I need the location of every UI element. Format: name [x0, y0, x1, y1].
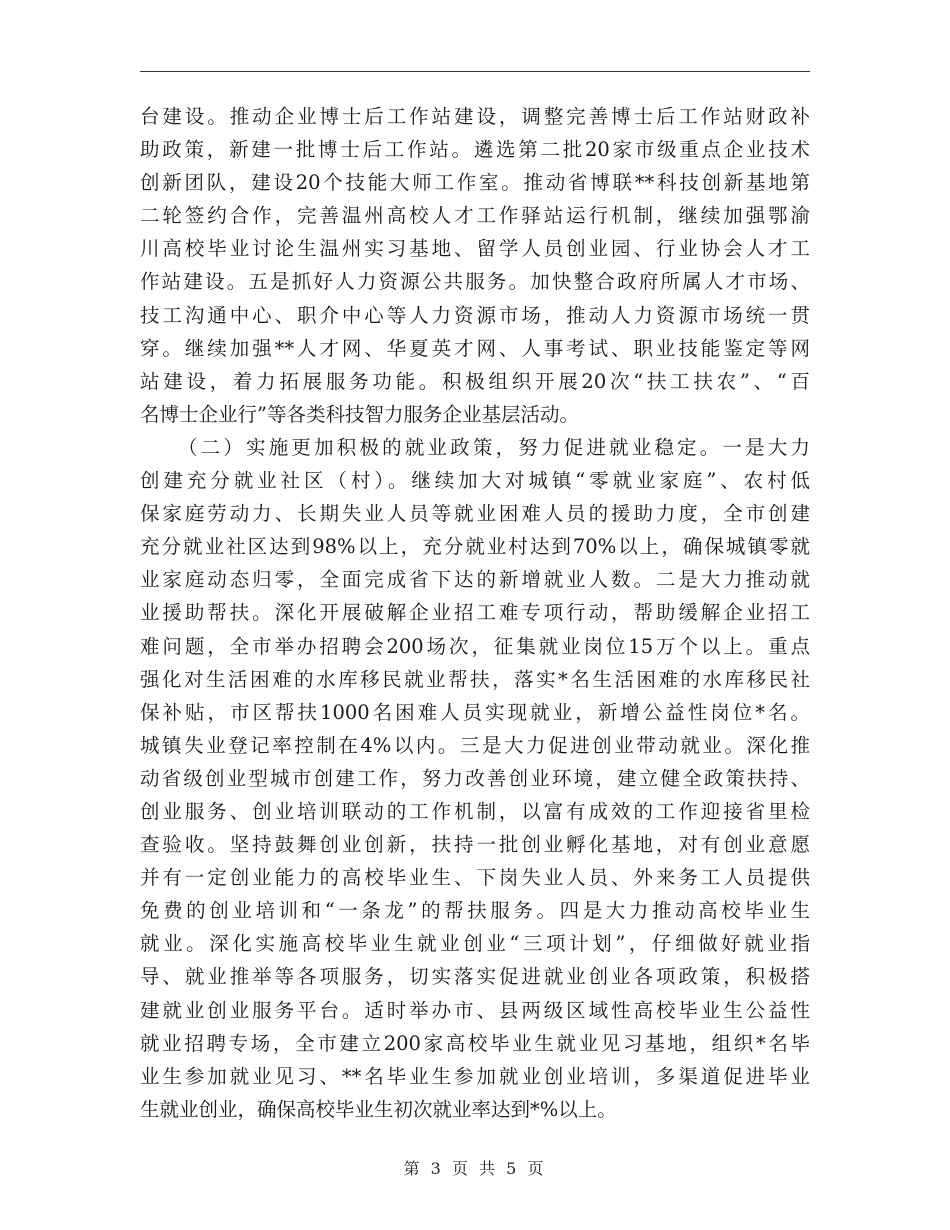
text-line: 二轮签约合作，完善温州高校人才工作驿站运行机制，继续加强鄂渝	[140, 204, 810, 228]
text-line: 助政策，新建一批博士后工作站。遴选第二批20家市级重点企业技术	[140, 138, 810, 162]
text-line: 就业招聘专场，全市建立200家高校毕业生就业见习基地，组织*名毕	[140, 1031, 810, 1055]
text-line: 强化对生活困难的水库移民就业帮扶，落实*名生活困难的水库移民社	[140, 667, 810, 691]
text-line: 就业。深化实施高校毕业生就业创业“三项计划”，仔细做好就业指	[140, 932, 810, 956]
text-line: 创新团队，建设20个技能大师工作室。推动省博联**科技创新基地第	[140, 171, 810, 195]
paragraph	[140, 431, 810, 1126]
text-line: 业家庭动态归零，全面完成省下达的新增就业人数。二是大力推动就	[140, 568, 810, 592]
text-line: 名博士企业行”等各类科技智力服务企业基层活动。	[140, 402, 579, 426]
text-line: 城镇失业登记率控制在4%以内。三是大力促进创业带动就业。深化推	[140, 733, 810, 757]
text-line: 业生参加就业见习、**名毕业生参加就业创业培训，多渠道促进毕业	[140, 1064, 810, 1088]
page-footer: 第 3 页 共 5 页	[403, 1159, 547, 1178]
text-line: 生就业创业，确保高校毕业生初次就业率达到*%以上。	[140, 1097, 617, 1121]
text-line: 难问题，全市举办招聘会200场次，征集就业岗位15万个以上。重点	[140, 634, 810, 658]
text-line: 技工沟通中心、职介中心等人力资源市场，推动人力资源市场统一贯	[140, 303, 810, 327]
text-line: 充分就业社区达到98%以上，充分就业村达到70%以上，确保城镇零就	[140, 535, 810, 559]
text-line: 并有一定创业能力的高校毕业生、下岗失业人员、外来务工人员提供	[140, 866, 810, 890]
text-line: 创建充分就业社区（村）。继续加大对城镇“零就业家庭”、农村低	[140, 469, 810, 493]
text-line: 保家庭劳动力、长期失业人员等就业困难人员的援助力度，全市创建	[140, 502, 810, 526]
text-line: 建就业创业服务平台。适时举办市、县两级区域性高校毕业生公益性	[140, 998, 810, 1022]
text-line: 动省级创业型城市创建工作，努力改善创业环境，建立健全政策扶持、	[140, 766, 810, 790]
text-line: 保补贴，市区帮扶1000名困难人员实现就业，新增公益性岗位*名。	[140, 700, 810, 724]
header-rule	[140, 71, 810, 72]
text-line: 站建设，着力拓展服务功能。积极组织开展20次“扶工扶农”、“百	[140, 369, 810, 393]
text-line: 查验收。坚持鼓舞创业创新，扶持一批创业孵化基地，对有创业意愿	[140, 833, 810, 857]
document-body	[140, 100, 810, 1126]
text-line: 作站建设。五是抓好人力资源公共服务。加快整合政府所属人才市场、	[140, 270, 810, 294]
text-line: 创业服务、创业培训联动的工作机制，以富有成效的工作迎接省里检	[140, 799, 810, 823]
text-line: 川高校毕业讨论生温州实习基地、留学人员创业园、行业协会人才工	[140, 237, 810, 261]
paragraph	[140, 100, 810, 431]
text-line: 穿。继续加强**人才网、华夏英才网、人事考试、职业技能鉴定等网	[140, 336, 810, 360]
text-line: 业援助帮扶。深化开展破解企业招工难专项行动，帮助缓解企业招工	[140, 601, 810, 625]
text-line: 导、就业推举等各项服务，切实落实促进就业创业各项政策，积极搭	[140, 965, 810, 989]
text-line: 免费的创业培训和“一条龙”的帮扶服务。四是大力推动高校毕业生	[140, 899, 810, 923]
text-line: （二）实施更加积极的就业政策，努力促进就业稳定。一是大力	[178, 435, 810, 459]
text-line: 台建设。推动企业博士后工作站建设，调整完善博士后工作站财政补	[140, 105, 810, 128]
